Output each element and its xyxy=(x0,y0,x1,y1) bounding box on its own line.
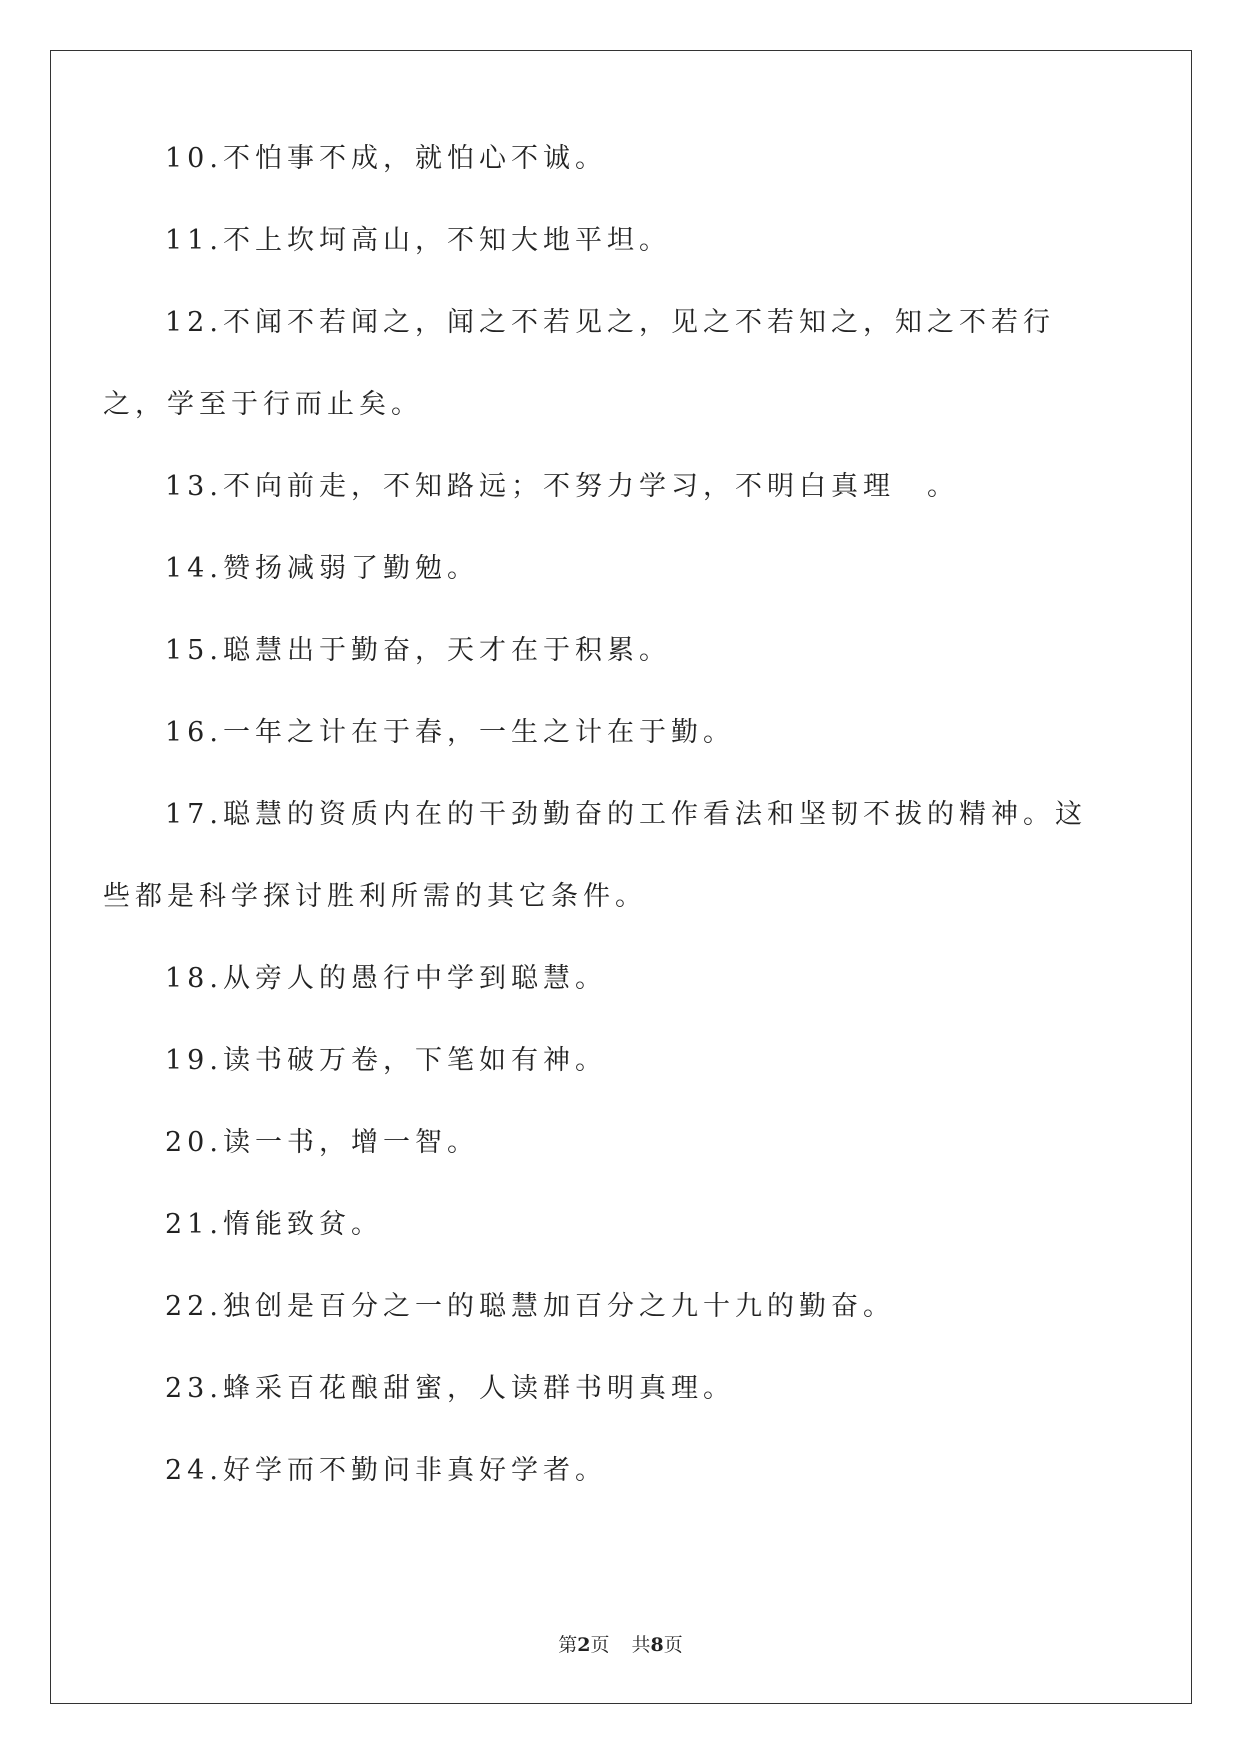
quote-paragraph: 14.赞扬减弱了勤勉。 xyxy=(165,553,479,584)
quote-paragraph: 19.读书破万卷，下笔如有神。 xyxy=(165,1045,607,1076)
quote-paragraph: 21.惰能致贫。 xyxy=(165,1209,383,1240)
quote-paragraph: 12.不闻不若闻之，闻之不若见之，见之不若知之，知之不若行之，学至于行而止矣。 xyxy=(103,307,1055,420)
quote-paragraph: 23.蜂采百花酿甜蜜，人读群书明真理。 xyxy=(165,1373,735,1404)
total-pages: 8 xyxy=(650,1634,664,1656)
quote-paragraph: 18.从旁人的愚行中学到聪慧。 xyxy=(165,963,607,994)
quote-paragraph: 17.聪慧的资质内在的干劲勤奋的工作看法和坚韧不拔的精神。这些都是科学探讨胜利所需的其它条件。 xyxy=(103,799,1087,912)
page-footer xyxy=(0,1630,1241,1657)
total-prefix: 共 xyxy=(631,1634,651,1656)
quote-paragraph: 13.不向前走，不知路远；不努力学习，不明白真理 。 xyxy=(165,471,959,502)
page-prefix: 第 xyxy=(558,1634,578,1656)
quote-paragraph: 15.聪慧出于勤奋，天才在于积累。 xyxy=(165,635,671,666)
page-number: 2 xyxy=(577,1634,591,1656)
quote-paragraph: 10.不怕事不成，就怕心不诚。 xyxy=(165,143,607,174)
quote-paragraph: 20.读一书，增一智。 xyxy=(165,1127,479,1158)
quote-paragraph: 22.独创是百分之一的聪慧加百分之九十九的勤奋。 xyxy=(165,1291,895,1322)
document-body xyxy=(103,118,1103,1512)
total-suffix: 页 xyxy=(663,1634,683,1656)
quote-paragraph: 16.一年之计在于春，一生之计在于勤。 xyxy=(165,717,735,748)
quote-paragraph: 11.不上坎坷高山，不知大地平坦。 xyxy=(165,225,671,256)
page-suffix: 页 xyxy=(590,1634,610,1656)
quote-paragraph: 24.好学而不勤问非真好学者。 xyxy=(165,1455,607,1486)
